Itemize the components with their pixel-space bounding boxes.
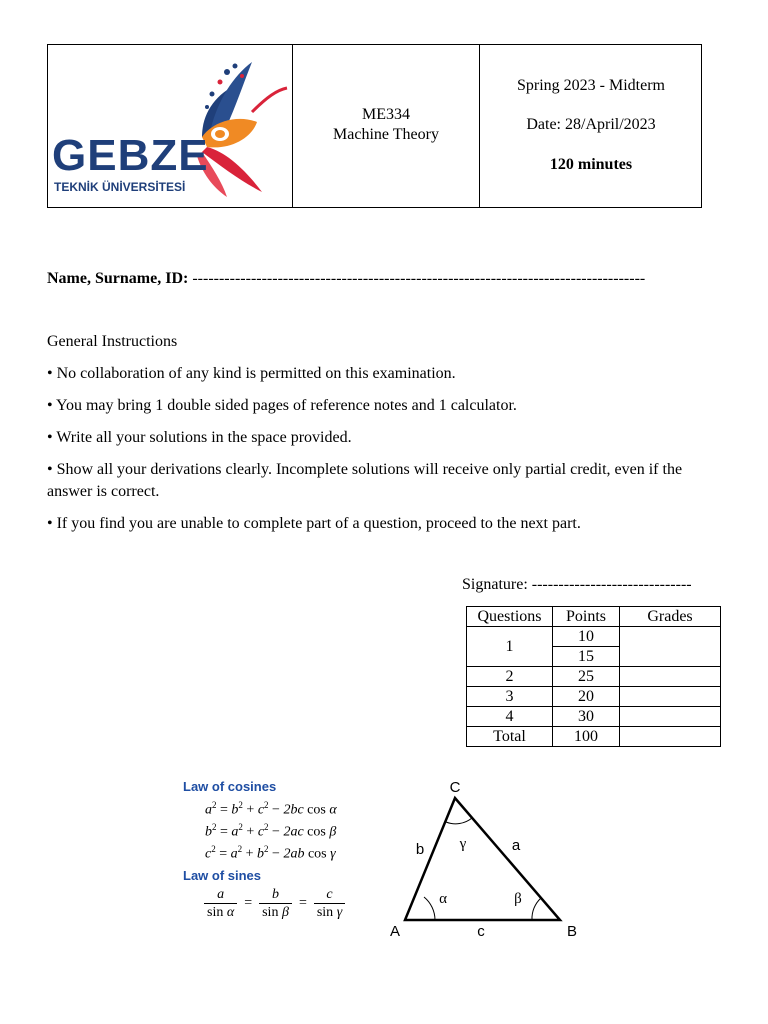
grade-cell xyxy=(620,687,721,707)
exam-duration: 120 minutes xyxy=(549,156,633,173)
grade-cell xyxy=(620,627,721,667)
question-cell: 3 xyxy=(467,687,553,707)
column-header: Points xyxy=(553,607,620,627)
angle-label-alpha: α xyxy=(439,891,447,907)
question-cell: 4 xyxy=(467,707,553,727)
vertex-label-a: A xyxy=(389,923,401,940)
column-header: Questions xyxy=(467,607,553,627)
points-cell: 30 xyxy=(553,707,620,727)
law-of-sines-title: Law of sines xyxy=(183,868,262,883)
points-cell: 15 xyxy=(553,647,620,667)
points-cell: 100 xyxy=(553,727,620,747)
cosine-formula-b: $b^2 = a^2 + c^2 - 2ac$ cos β xyxy=(205,822,337,840)
side-label-a: a xyxy=(511,837,521,854)
student-id-field xyxy=(47,270,645,288)
cosine-formula-c: $c^2 = a^2 + b^2 - 2ab$ cos γ xyxy=(205,844,336,862)
sine-formula: $\frac{a}{\text{sin α}}$ = $\frac{b}{\text{sin β}}$ = $\frac{c}{\text{sin γ}}$ xyxy=(204,886,345,921)
table-row xyxy=(467,727,721,747)
logo-subtitle: TEKNİK ÜNİVERSİTESİ xyxy=(54,180,186,194)
angle-arc-beta xyxy=(532,898,541,920)
grade-cell xyxy=(620,727,721,747)
cosine-formula-a: $a^2 = b^2 + c^2 - 2bc$ cos α xyxy=(205,800,337,818)
grade-cell xyxy=(620,707,721,727)
grades-table xyxy=(466,606,721,747)
angle-arc-alpha xyxy=(424,897,435,920)
table-header-row xyxy=(467,607,721,627)
angle-label-beta: β xyxy=(514,891,522,907)
course-name: Machine Theory xyxy=(333,126,439,143)
law-of-cosines-title: Law of cosines xyxy=(183,779,277,794)
points-cell: 25 xyxy=(553,667,620,687)
side-label-b: b xyxy=(415,841,425,858)
question-cell: Total xyxy=(467,727,553,747)
logo-emblem xyxy=(197,62,287,197)
question-cell: 1 xyxy=(467,627,553,667)
instruction-item: • If you find you are unable to complete part of a question, proceed to the next part. xyxy=(47,515,581,532)
table-row xyxy=(467,687,721,707)
vertex-label-c: C xyxy=(449,779,461,796)
exam-term: Spring 2023 - Midterm xyxy=(517,77,665,94)
instruction-item: • You may bring 1 double sided pages of reference notes and 1 calculator. xyxy=(47,397,517,414)
signature-field: Signature: ------------------------------ xyxy=(462,576,692,593)
grade-cell xyxy=(620,667,721,687)
exam-date: Date: 28/April/2023 xyxy=(526,116,656,133)
angle-label-gamma: γ xyxy=(459,836,467,852)
table-row xyxy=(467,627,721,647)
logo-wordmark: GEBZE xyxy=(52,131,209,180)
instruction-item: • Show all your derivations clearly. Incomplete solutions will receive only partial credit, even if the answer is correct. xyxy=(47,461,683,500)
triangle-diagram xyxy=(380,770,610,945)
course-code: ME334 xyxy=(362,106,410,123)
question-cell: 2 xyxy=(467,667,553,687)
points-cell: 20 xyxy=(553,687,620,707)
points-cell: 10 xyxy=(553,627,620,647)
angle-arc-gamma xyxy=(446,818,472,824)
column-header: Grades xyxy=(620,607,721,627)
vertex-label-b: B xyxy=(566,923,578,940)
student-id-label: Name, Surname, ID: xyxy=(47,270,189,287)
instruction-item: • No collaboration of any kind is permitted on this examination. xyxy=(47,365,456,382)
table-row xyxy=(467,667,721,687)
table-row xyxy=(467,707,721,727)
instruction-item: • Write all your solutions in the space provided. xyxy=(47,429,352,446)
student-id-blank: ------------------------------------------------------------------------------------- xyxy=(192,270,646,287)
side-label-c: c xyxy=(477,923,485,940)
instructions-title: General Instructions xyxy=(47,333,178,350)
